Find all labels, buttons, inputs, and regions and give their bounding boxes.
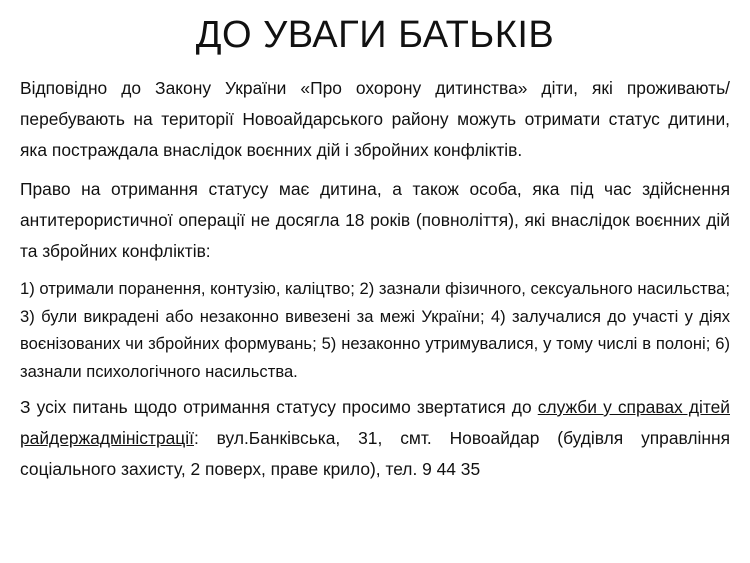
contact-intro-text: З усіх питань щодо отримання статусу просимо звертатися до: [20, 397, 538, 417]
paragraph-law-reference: Відповідно до Закону України «Про охорону дитинства» діти, які проживають/перебувають на території Новоайдарського району можуть отримати статус дитини, яка постраждала внаслідок воєнних дій і збройних конфліктів.: [20, 78, 730, 160]
paragraph-conditions-list: 1) отримали поранення, контузію, каліцтво; 2) зазнали фізичного, сексуального насильства; 3) були викрадені або незаконно вивезені за межі України; 4) залучалися до участі у діях воєнізованих чи збройних формувань; 5) незаконно утримувалися, у тому числі в полоні; 6) зазнали психологічного насильства.: [20, 279, 730, 381]
paragraph-contact: [20, 392, 730, 485]
paragraph-eligibility: Право на отримання статусу має дитина, а також особа, яка під час здійснення антитерористичної операції не досягла 18 років (повноліття), які внаслідок воєнних дій та збройних конфліктів:: [20, 179, 730, 261]
contact-address-text: : вул.Банківська, 31, смт. Новоайдар (будівля управління соціального захисту, 2 поверх, праве крило), тел. 9 44 35: [20, 428, 730, 479]
notice-title: ДО УВАГИ БАТЬКІВ: [195, 14, 555, 56]
children-service-link: служби у справах дітей райдержадміністрації: [20, 397, 730, 448]
